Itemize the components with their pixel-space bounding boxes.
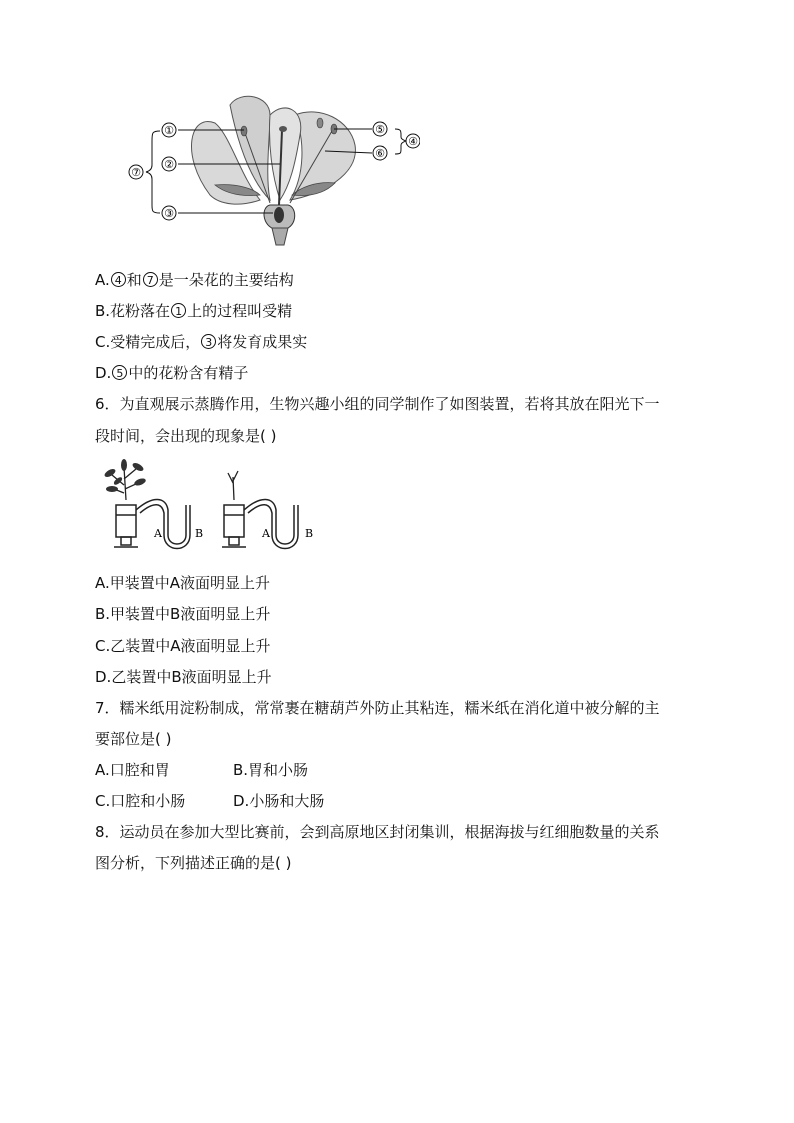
q6-stem-line2: 段时间，会出现的现象是( ): [95, 427, 277, 445]
label-5: ⑤: [375, 123, 385, 136]
q5-option-d: D. 5 中的花粉含有精子: [95, 364, 249, 382]
app1-label-b: B: [195, 527, 204, 540]
q7-option-a: A.口腔和胃: [95, 761, 170, 779]
label-2: ②: [164, 158, 174, 171]
transpiration-apparatus: [98, 455, 330, 565]
q7-option-d: D.小肠和大肠: [233, 792, 325, 810]
q7-stem-line1: 7．糯米纸用淀粉制成，常常裹在糖葫芦外防止其粘连，糯米纸在消化道中被分解的主: [95, 699, 660, 717]
q5-option-b: B.花粉落在 1 上的过程叫受精: [95, 302, 293, 320]
q8-stem-line2: 图分析，下列描述正确的是( ): [95, 854, 292, 872]
app1-label-a: A: [154, 527, 162, 540]
label-6: ⑥: [375, 147, 385, 160]
q7-stem-line2: 要部位是( ): [95, 730, 172, 748]
q6-option-d: D.乙装置中B液面明显上升: [95, 668, 272, 686]
q6-option-b: B.甲装置中B液面明显上升: [95, 605, 271, 623]
q6-option-a: A.甲装置中A液面明显上升: [95, 574, 271, 592]
app2-label-b: B: [305, 527, 314, 540]
q6-option-c: C.乙装置中A液面明显上升: [95, 637, 271, 655]
q8-stem-line1: 8．运动员在参加大型比赛前，会到高原地区封闭集训，根据海拔与红细胞数量的关系: [95, 823, 660, 841]
q5-option-a: A. 4 和 7 是一朵花的主要结构: [95, 271, 294, 289]
q7-option-c: C.口腔和小肠: [95, 792, 186, 810]
label-1: ①: [164, 124, 174, 137]
label-7: ⑦: [131, 166, 141, 179]
q7-option-b: B.胃和小肠: [233, 761, 309, 779]
label-4: ④: [408, 135, 418, 148]
flower-diagram: [120, 95, 420, 250]
q6-stem-line1: 6．为直观展示蒸腾作用，生物兴趣小组的同学制作了如图装置，若将其放在阳光下一: [95, 395, 660, 413]
q5-option-c: C.受精完成后， 3 将发育成果实: [95, 333, 308, 351]
app2-label-a: A: [262, 527, 270, 540]
label-3: ③: [164, 207, 174, 220]
